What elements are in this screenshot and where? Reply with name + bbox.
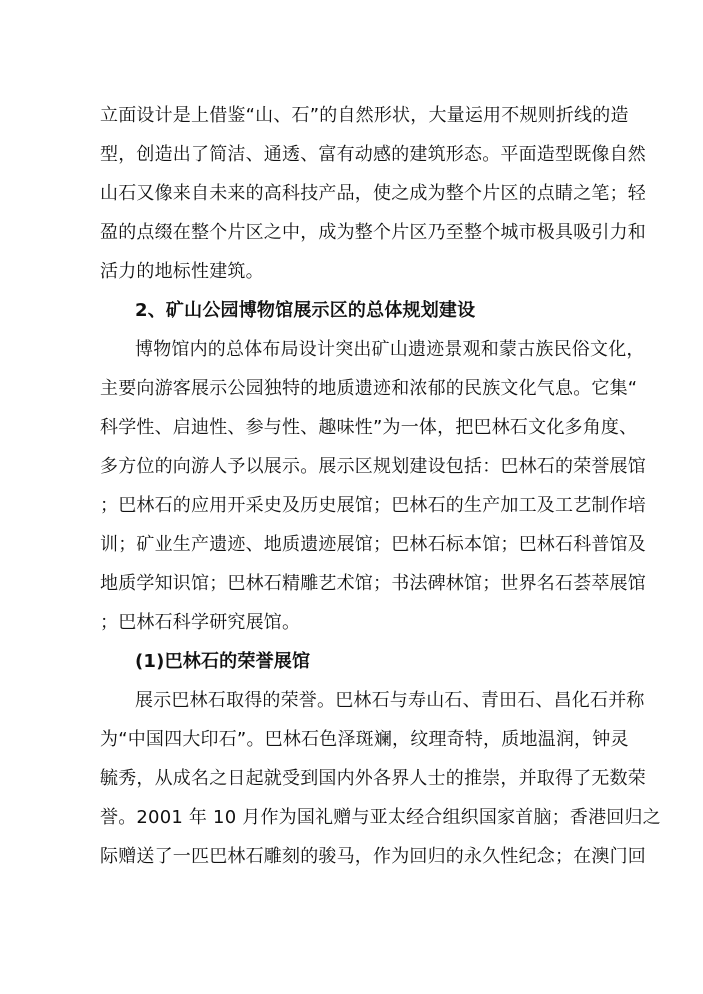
paragraph-line: 活力的地标性建筑。	[100, 261, 264, 282]
paragraph-line: 科学性、启迪性、参与性、趣味性”为一体，把巴林石文化多角度、	[100, 417, 638, 438]
paragraph-line: 地质学知识馆；巴林石精雕艺术馆；书法碑林馆；世界名石荟萃展馆	[100, 573, 646, 594]
paragraph-line: 训；矿业生产遗迹、地质遗迹展馆；巴林石标本馆；巴林石科普馆及	[100, 534, 646, 555]
paragraph-line: 为“中国四大印石”。巴林石色泽斑斓，纹理奇特，质地温润，钟灵	[100, 729, 629, 750]
paragraph-line: 展示巴林石取得的荣誉。巴林石与寿山石、青田石、昌化石并称	[135, 690, 645, 711]
paragraph-line: 盈的点缀在整个片区之中，成为整个片区乃至整个城市极具吸引力和	[100, 222, 646, 243]
paragraph-line: ；巴林石科学研究展馆。	[100, 612, 301, 633]
paragraph-line: 立面设计是上借鉴“山、石”的自然形状，大量运用不规则折线的造	[100, 105, 629, 126]
paragraph-line: 博物馆内的总体布局设计突出矿山遗迹景观和蒙古族民俗文化，	[135, 339, 645, 360]
paragraph-line: 毓秀，从成名之日起就受到国内外各界人士的推崇，并取得了无数荣	[100, 768, 646, 789]
paragraph-line: 誉。2001 年 10 月作为国礼赠与亚太经合组织国家首脑；香港回归之	[100, 807, 661, 828]
paragraph-line: 型，创造出了简洁、通透、富有动感的建筑形态。平面造型既像自然	[100, 144, 646, 165]
section-heading: 2、矿山公园博物馆展示区的总体规划建设	[135, 300, 476, 321]
subsection-heading: (1)巴林石的荣誉展馆	[135, 651, 311, 672]
paragraph-line: 际赠送了一匹巴林石雕刻的骏马，作为回归的永久性纪念；在澳门回	[100, 846, 646, 867]
paragraph-line: 多方位的向游人予以展示。展示区规划建设包括：巴林石的荣誉展馆	[100, 456, 646, 477]
paragraph-line: ；巴林石的应用开采史及历史展馆；巴林石的生产加工及工艺制作培	[100, 495, 646, 516]
paragraph-line: 主要向游客展示公园独特的地质遗迹和浓郁的民族文化气息。它集“	[100, 378, 638, 399]
paragraph-line: 山石又像来自未来的高科技产品，使之成为整个片区的点睛之笔；轻	[100, 183, 646, 204]
